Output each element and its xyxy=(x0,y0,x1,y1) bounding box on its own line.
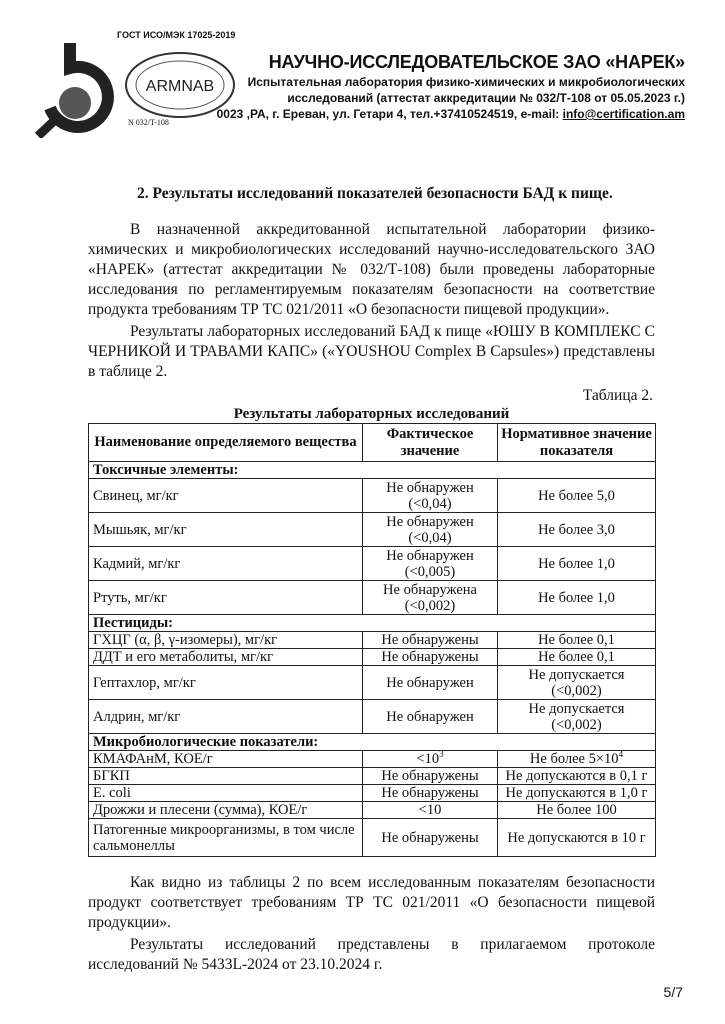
substance-name: БГКП xyxy=(89,768,363,785)
substance-name: Мышьяк, мг/кг xyxy=(89,513,363,547)
substance-name: ГХЦГ (α, β, γ-изомеры), мг/кг xyxy=(89,632,363,649)
norm-text: Не более 5,0 xyxy=(538,487,615,504)
substance-name: Патогенные микроорганизмы, в том числе сальмонеллы xyxy=(89,819,363,857)
norm-value xyxy=(498,700,656,734)
address-text: 0023 ,РА, г. Ереван, ул. Гетари 4, тел.+37410524519, e-mail: xyxy=(216,107,563,121)
substance-name: Дрожжи и плесени (сумма), КОЕ/г xyxy=(89,802,363,819)
column-header: Фактическое значение xyxy=(363,424,498,462)
paragraph-protocol: Результаты исследований представлены в прилагаемом протоколе исследований № 5433L-2024 от 23.10.2024 г. xyxy=(88,936,655,973)
actual-value xyxy=(363,802,498,819)
actual-value xyxy=(363,649,498,666)
norm-text: Не допускается (<0,002) xyxy=(528,666,625,699)
section-title: Токсичные элементы: xyxy=(89,462,656,479)
table-row xyxy=(89,785,656,802)
accreditation-number: N 032/T-108 xyxy=(128,118,169,127)
actual-value xyxy=(363,819,498,857)
norm-value xyxy=(498,785,656,802)
actual-value xyxy=(363,768,498,785)
norm-value xyxy=(498,547,656,581)
actual-value xyxy=(363,666,498,700)
table-row xyxy=(89,700,656,734)
actual-text: Не обнаружены xyxy=(381,632,479,648)
norm-text: Не более 0,1 xyxy=(538,649,615,665)
actual-value xyxy=(363,479,498,513)
section-row xyxy=(89,615,656,632)
table-row xyxy=(89,479,656,513)
actual-value xyxy=(363,632,498,649)
table-row xyxy=(89,802,656,819)
actual-text: Не обнаружены xyxy=(381,649,479,665)
lab-description: Испытательная лаборатория физико-химических и микробиологических исследований (аттестат аккредитации № 032/Т-108 от 05.05.2023 г.) xyxy=(247,75,685,105)
norm-text: Не допускается (<0,002) xyxy=(528,700,625,733)
substance-name: E. coli xyxy=(89,785,363,802)
table-row xyxy=(89,581,656,615)
table-row xyxy=(89,666,656,700)
actual-text: Не обнаружен xyxy=(386,674,474,691)
paragraph-conclusion: Как видно из таблицы 2 по всем исследованным показателям безопасности продукт соответствует требованиям ТР ТС 021/2011 «О безопасности пищевой продукции». xyxy=(88,874,655,931)
actual-text: Не обнаружен (<0,005) xyxy=(386,547,474,580)
norm-text: Не более 1,0 xyxy=(538,589,615,606)
table-row xyxy=(89,768,656,785)
actual-value xyxy=(363,785,498,802)
results-table xyxy=(88,423,656,857)
norm-exponent: 4 xyxy=(618,749,624,760)
table-row xyxy=(89,751,656,768)
table-row xyxy=(89,819,656,857)
substance-name: Гептахлор, мг/кг xyxy=(89,666,363,700)
actual-text: Не обнаружен (<0,04) xyxy=(386,479,474,512)
actual-text: Не обнаружен (<0,04) xyxy=(386,513,474,546)
paragraph-product: Результаты лабораторных исследований БАД к пище «ЮШУ В КОМПЛЕКС С ЧЕРНИКОЙ И ТРАВАМИ КАПС» («YOUSHOU Complex B Capsules») представлены в таблице 2. xyxy=(88,323,655,380)
document-body xyxy=(88,184,655,975)
actual-text: Не обнаружены xyxy=(381,829,479,846)
substance-name: КМАФАнМ, КОЕ/г xyxy=(89,751,363,768)
actual-value xyxy=(363,700,498,734)
norm-value xyxy=(498,751,656,768)
norm-value xyxy=(498,819,656,857)
actual-exponent: 3 xyxy=(439,749,444,760)
norm-value xyxy=(498,666,656,700)
table-row xyxy=(89,649,656,666)
actual-value xyxy=(363,513,498,547)
header-text-block xyxy=(215,50,685,122)
norm-value xyxy=(498,649,656,666)
norm-text: Не более 100 xyxy=(536,802,617,818)
paragraph-intro: В назначенной аккредитованной испытательной лаборатории физико-химических и микробиологических исследований научно-исследовательского ЗАО «НАРЕК» (аттестат аккредитации № 032/Т-108) были проведены лабораторные исследования по регламентируемым показателям безопасности на соответствие продукта требованиям ТР ТС 021/2011 «О безопасности пищевой продукции». xyxy=(88,221,655,318)
actual-text: Не обнаружена (<0,002) xyxy=(383,581,477,614)
substance-name: Кадмий, мг/кг xyxy=(89,547,363,581)
substance-name: ДДТ и его метаболиты, мг/кг xyxy=(89,649,363,666)
organization-name: НАУЧНО-ИССЛЕДОВАТЕЛЬСКОЕ ЗАО «НАРЕК» xyxy=(268,52,685,72)
norm-text: Не более 1,0 xyxy=(538,555,615,572)
column-header: Нормативное значение показателя xyxy=(498,424,656,462)
norm-value xyxy=(498,479,656,513)
actual-text: Не обнаружен xyxy=(386,708,474,725)
table-number: Таблица 2. xyxy=(582,387,653,404)
norm-text: Не допускаются в 10 г xyxy=(507,829,646,846)
actual-text: Не обнаружены xyxy=(381,768,479,784)
gost-label: ГОСТ ИСО/МЭК 17025-2019 xyxy=(117,30,236,40)
substance-name: Ртуть, мг/кг xyxy=(89,581,363,615)
substance-name: Свинец, мг/кг xyxy=(89,479,363,513)
table-row xyxy=(89,547,656,581)
table-header-row xyxy=(89,424,656,462)
table-row xyxy=(89,632,656,649)
section-row xyxy=(89,734,656,751)
lab-logo-icon xyxy=(30,38,120,138)
section-title: Микробиологические показатели: xyxy=(89,734,656,751)
substance-name: Алдрин, мг/кг xyxy=(89,700,363,734)
section-title: 2. Результаты исследований показателей безопасности БАД к пище. xyxy=(137,185,613,202)
actual-text: Не обнаружены xyxy=(381,785,479,801)
actual-value xyxy=(363,581,498,615)
column-header: Наименование определяемого вещества xyxy=(89,424,363,462)
norm-value xyxy=(498,768,656,785)
address xyxy=(215,106,685,122)
norm-value xyxy=(498,802,656,819)
actual-text: <10 xyxy=(416,751,440,767)
email-link[interactable]: info@certification.am xyxy=(562,107,685,121)
norm-value xyxy=(498,632,656,649)
norm-value xyxy=(498,513,656,547)
norm-text: Не допускаются в 0,1 г xyxy=(505,768,648,784)
table-caption: Результаты лабораторных исследований xyxy=(233,406,510,422)
norm-text: Не более 5×10 xyxy=(529,751,619,767)
norm-value xyxy=(498,581,656,615)
table-row xyxy=(89,513,656,547)
norm-text: Не допускаются в 1,0 г xyxy=(505,785,648,801)
actual-value xyxy=(363,547,498,581)
actual-text: <10 xyxy=(418,802,442,818)
actual-value xyxy=(363,751,498,768)
section-title: Пестициды: xyxy=(89,615,656,632)
norm-text: Не более 3,0 xyxy=(538,521,615,538)
armnab-logo-text: ARMNAB xyxy=(145,78,215,95)
section-row xyxy=(89,462,656,479)
norm-text: Не более 0,1 xyxy=(538,632,615,648)
page-number: 5/7 xyxy=(663,984,683,1000)
